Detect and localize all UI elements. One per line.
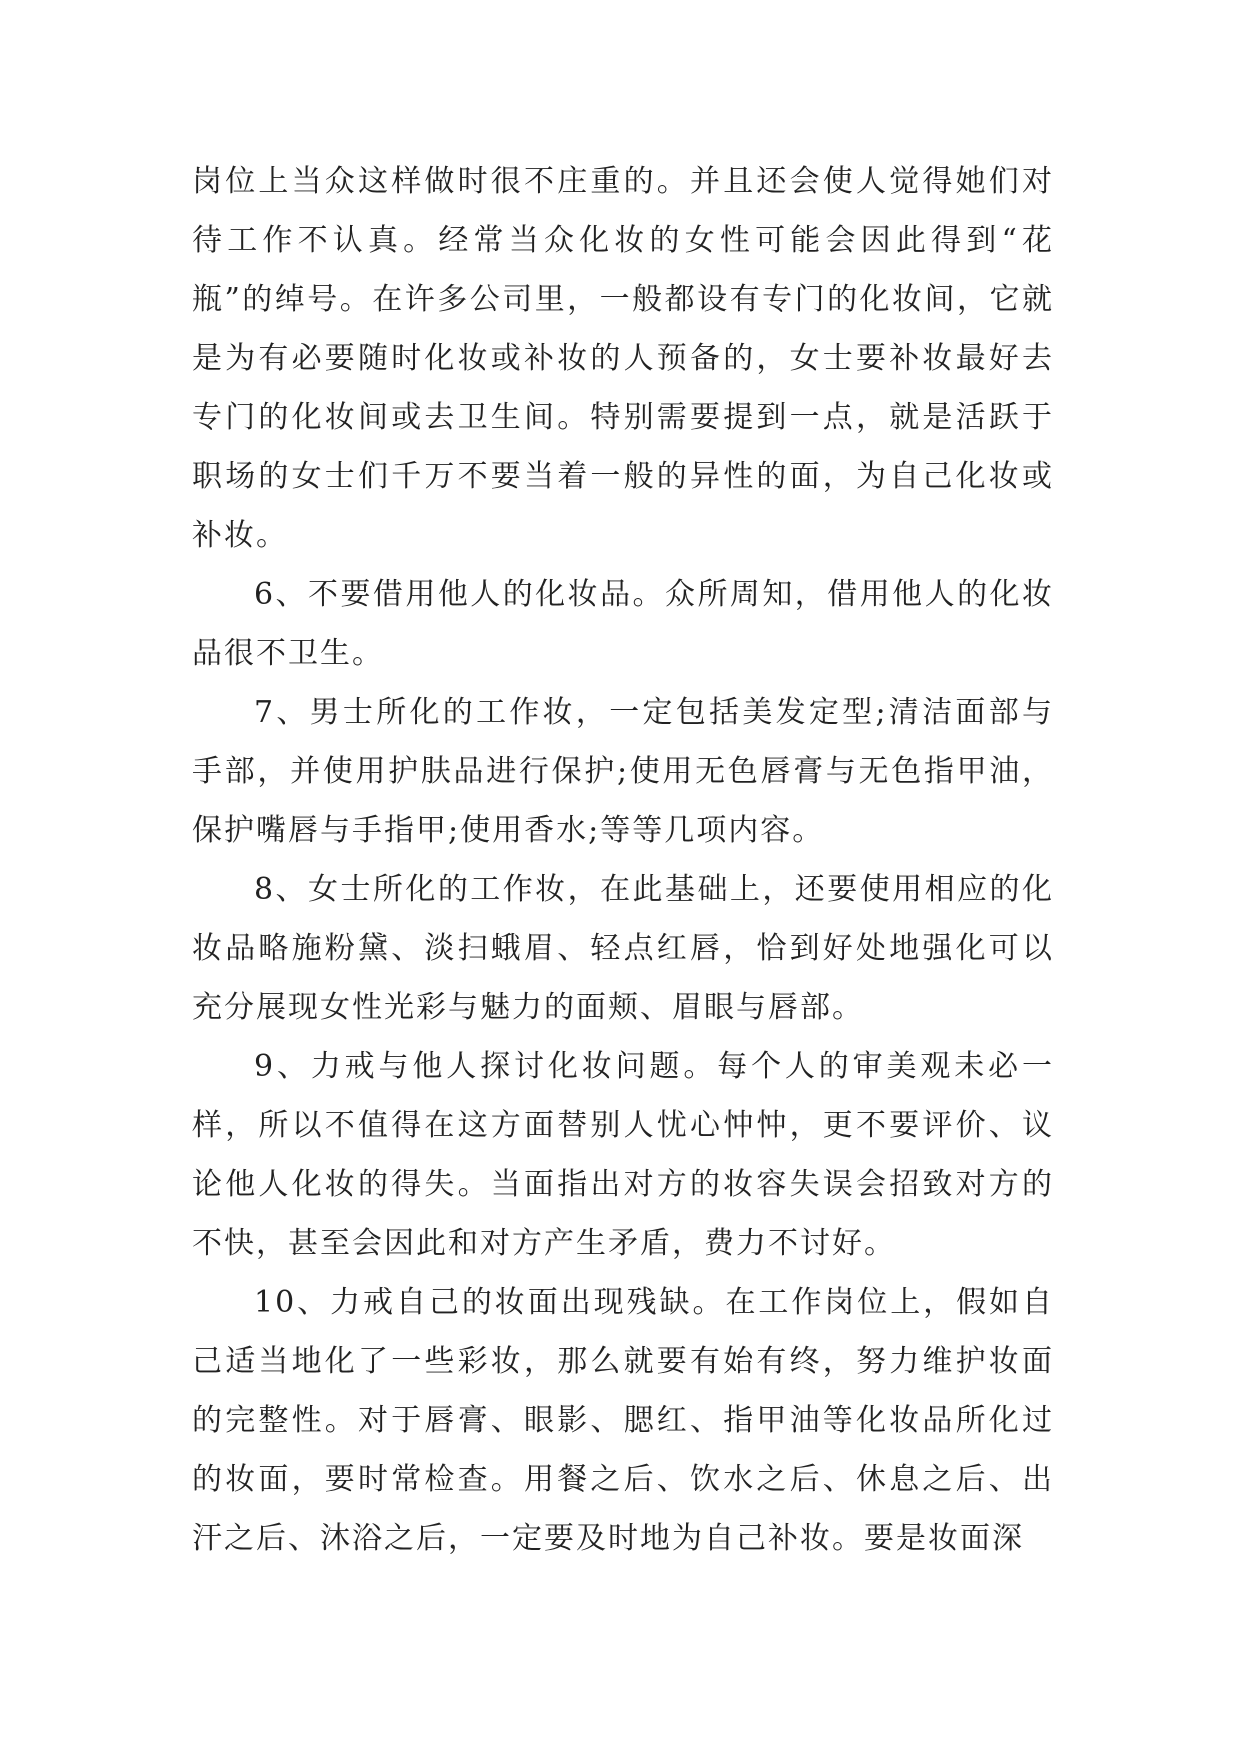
document-body — [192, 152, 1054, 1568]
paragraph-continued: 岗位上当众这样做时很不庄重的。并且还会使人觉得她们对待工作不认真。经常当众化妆的女性可能会因此得到“花瓶”的绰号。在许多公司里，一般都设有专门的化妆间，它就是为有必要随时化妆或补妆的人预备的，女士要补妆最好去专门的化妆间或去卫生间。特别需要提到一点，就是活跃于职场的女士们千万不要当着一般的异性的面，为自己化妆或补妆。 — [192, 164, 1054, 553]
paragraph-item-8: 8、女士所化的工作妆，在此基础上，还要使用相应的化妆品略施粉黛、淡扫蛾眉、轻点红唇，恰到好处地强化可以充分展现女性光彩与魅力的面颊、眉眼与唇部。 — [192, 872, 1054, 1025]
paragraph-item-9: 9、力戒与他人探讨化妆问题。每个人的审美观未必一样，所以不值得在这方面替别人忧心忡忡，更不要评价、议论他人化妆的得失。当面指出对方的妆容失误会招致对方的不快，甚至会因此和对方产生矛盾，费力不讨好。 — [192, 1049, 1054, 1261]
paragraph-item-7: 7、男士所化的工作妆，一定包括美发定型;清洁面部与手部，并使用护肤品进行保护;使用无色唇膏与无色指甲油，保护嘴唇与手指甲;使用香水;等等几项内容。 — [192, 695, 1054, 848]
paragraph-item-6: 6、不要借用他人的化妆品。众所周知，借用他人的化妆品很不卫生。 — [192, 577, 1054, 671]
paragraph-item-10: 10、力戒自己的妆面出现残缺。在工作岗位上，假如自己适当地化了一些彩妆，那么就要有始有终，努力维护妆面的完整性。对于唇膏、眼影、腮红、指甲油等化妆品所化过的妆面，要时常检查。用餐之后、饮水之后、休息之后、出汗之后、沐浴之后，一定要及时地为自己补妆。要是妆面深 — [192, 1285, 1054, 1556]
